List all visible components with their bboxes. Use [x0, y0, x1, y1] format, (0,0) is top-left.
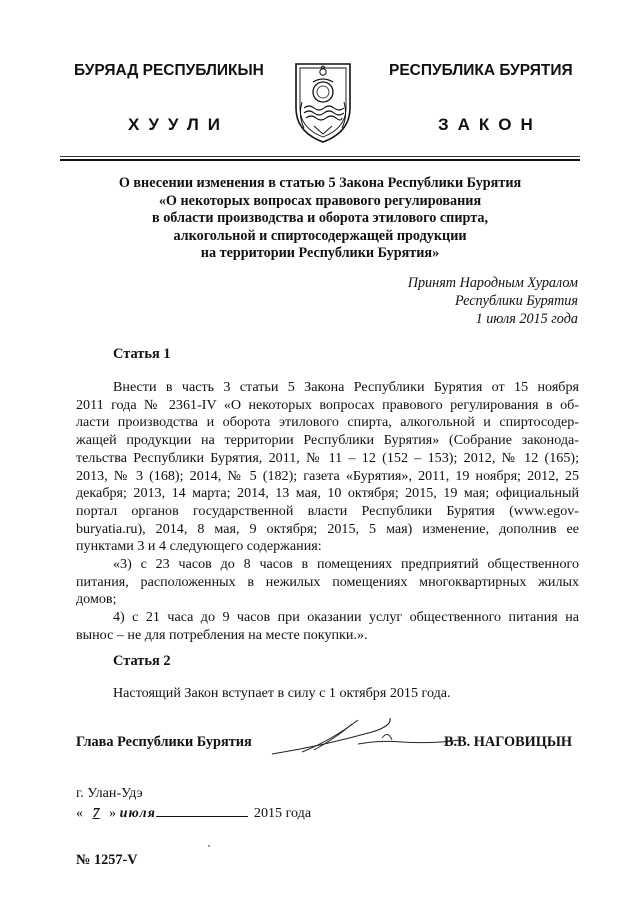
header-russian-law: ЗАКОН — [438, 115, 542, 134]
article-1-body — [76, 379, 579, 645]
signing-city: г. Улан-Удэ — [76, 785, 143, 801]
scan-speck — [208, 845, 210, 847]
article-1-line: жащей продукции на территории Республики Бурятия» (Собрание законода- — [76, 432, 579, 449]
adoption-line: 1 июля 2015 года — [475, 310, 578, 327]
date-day: 7 — [92, 805, 100, 821]
handwritten-signature — [262, 710, 462, 760]
header-buryat-republic: БУРЯАД РЕСПУБЛИКЫН — [74, 62, 264, 79]
article-1-line: 2013, № 3 (168); 2014, № 5 (182); газета «Бурятия», 2011, 19 ноября; 2012, 25 — [76, 467, 579, 484]
adoption-note — [408, 275, 578, 328]
date-blank-line — [156, 804, 248, 817]
coat-of-arms-icon — [292, 58, 354, 144]
header-divider-thick — [60, 159, 580, 161]
title-line: в области производства и оборота этилового спирта, — [151, 210, 488, 227]
header-buryat-law: ХУУЛИ — [128, 115, 229, 134]
article-1-line: buryatia.ru), 2014, 8 мая, 9 октября; 2015, 5 мая) изменение, дополнив ее — [76, 520, 579, 537]
article-1-line: «3) с 23 часов до 8 часов в помещениях предприятий общественного — [113, 556, 579, 573]
article-1-line: вынос – не для потребления на месте покупки.». — [76, 626, 368, 643]
article-1-line: 2011 года № 2361-IV «О некоторых вопросах правового регулирования в об- — [76, 396, 579, 413]
article-1-line: ласти производства и оборота этилового спирта, алкогольной и спиртосодер- — [76, 414, 579, 431]
law-title — [60, 175, 580, 263]
law-number: № 1257-V — [76, 852, 138, 868]
date-month: июля — [119, 805, 156, 821]
article-1-line: декабря; 2013, 14 марта; 2014, 13 мая, 10 октября; 2015, 19 мая; официальный — [76, 485, 579, 502]
header-divider-thin — [60, 156, 580, 157]
adoption-line: Республики Бурятия — [454, 292, 578, 309]
date-year: 2015 года — [253, 805, 312, 821]
date-close-quote: » — [109, 805, 117, 821]
article-2-text: Настоящий Закон вступает в силу с 1 октября 2015 года. — [113, 685, 451, 701]
signatory-name: В.В. НАГОВИЦЫН — [444, 734, 573, 750]
article-1-line: питания, расположенных в нежилых помещениях многоквартирных жилых — [76, 573, 579, 590]
title-line: О внесении изменения в статью 5 Закона Республики Бурятия — [118, 175, 522, 191]
signing-date — [76, 804, 311, 822]
header-russian-republic: РЕСПУБЛИКА БУРЯТИЯ — [389, 62, 573, 79]
title-line: «О некоторых вопросах правового регулирования — [158, 192, 482, 209]
date-month-field — [120, 805, 156, 822]
article-1-heading: Статья 1 — [113, 346, 171, 362]
title-line: алкогольной и спиртосодержащей продукции — [173, 227, 467, 244]
date-open-quote: « — [76, 805, 84, 821]
article-1-line: портал органов государственной власти Республики Бурятия (www.egov- — [76, 502, 579, 519]
article-1-line: тельства Республики Бурятия, 2011, № 11 – 12 (152 – 153); 2012, № 12 (165); — [76, 449, 579, 466]
title-line: на территории Республики Бурятия» — [200, 245, 440, 262]
article-1-line: Внести в часть 3 статьи 5 Закона Республики Бурятия от 15 ноября — [113, 379, 579, 395]
article-1-line: пунктами 3 и 4 следующего содержания: — [76, 538, 322, 555]
article-2-heading: Статья 2 — [113, 653, 171, 669]
signatory-title: Глава Республики Бурятия — [76, 734, 252, 750]
article-1-line: 4) с 21 часа до 9 часов при оказании услуг общественного питания на — [113, 609, 579, 626]
adoption-line: Принят Народным Хуралом — [407, 275, 578, 291]
article-1-line: домов; — [76, 591, 117, 608]
